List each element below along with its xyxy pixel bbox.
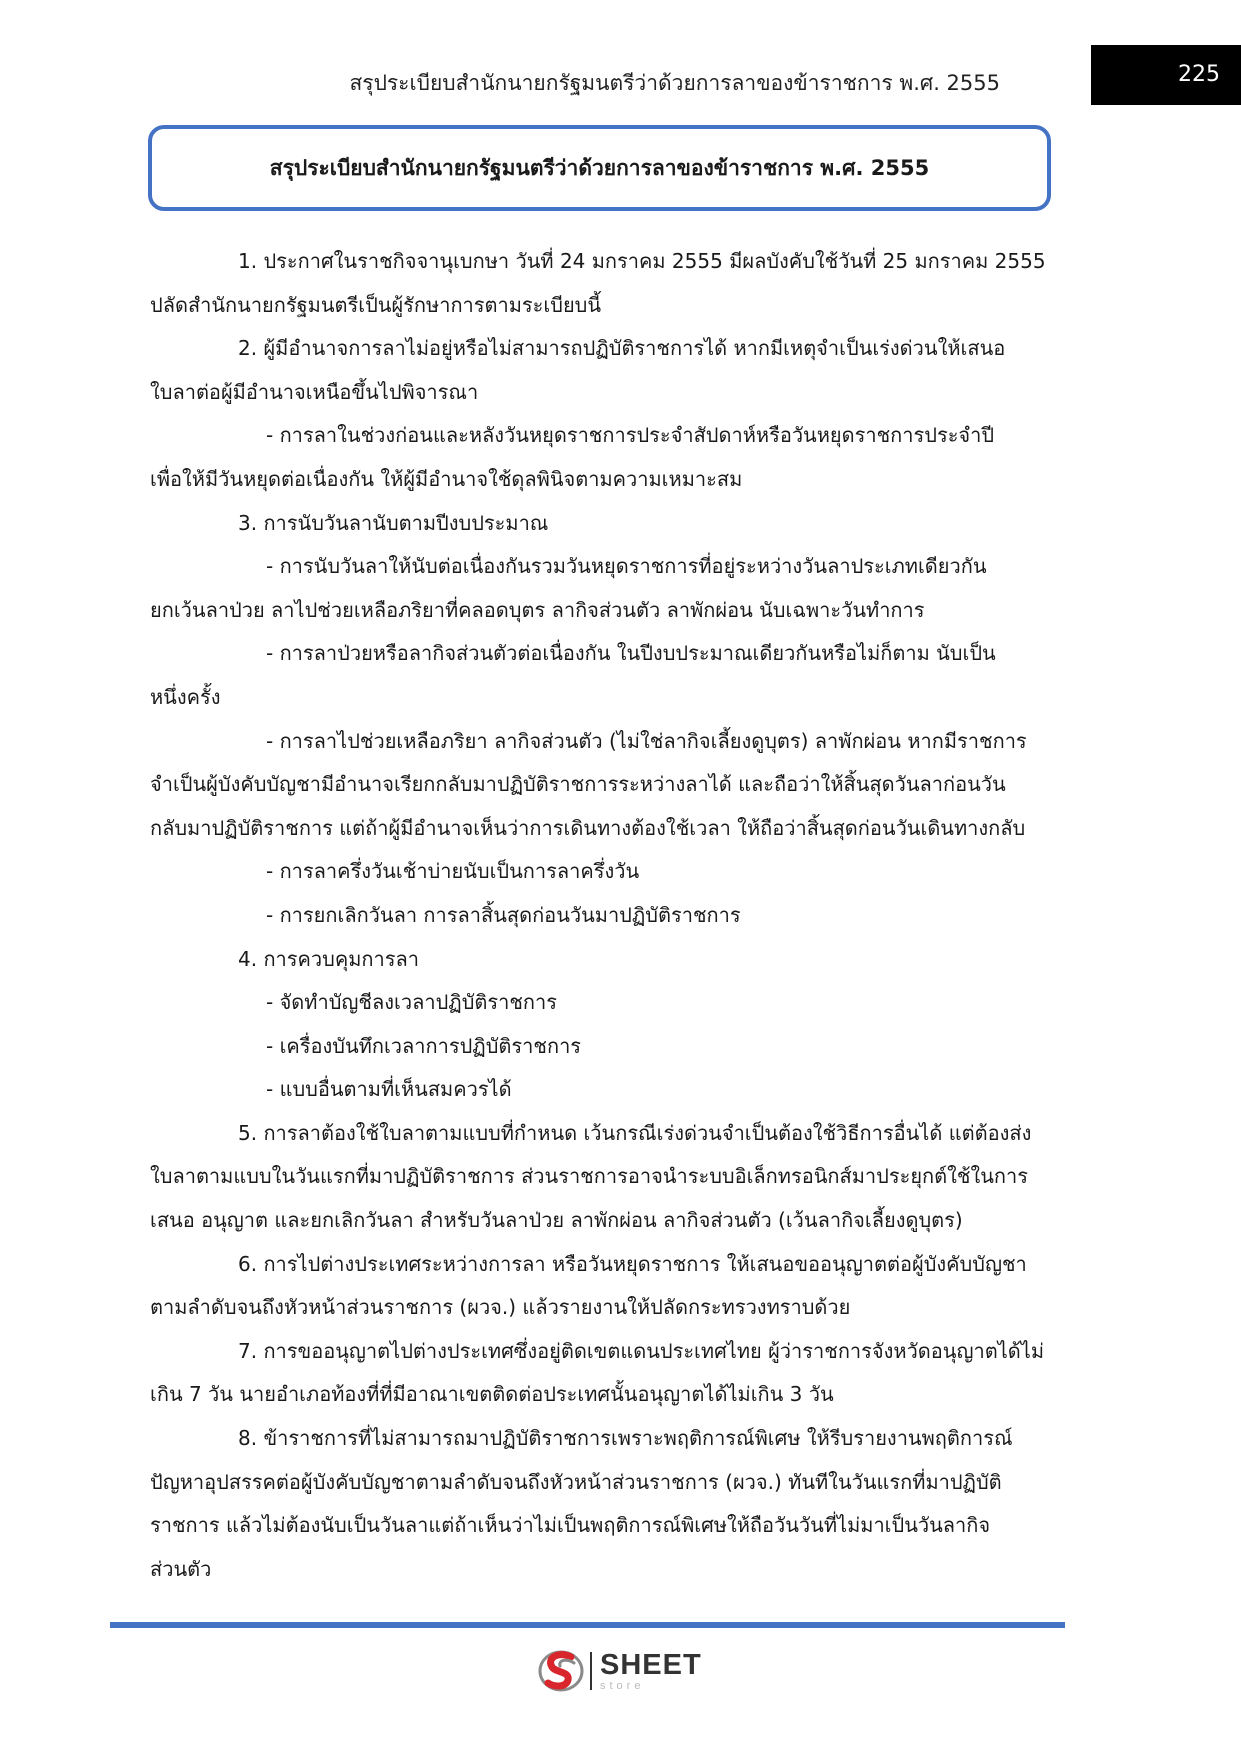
body-line: 7. การขออนุญาตไปต่างประเทศซึ่งอยู่ติดเขตแดนประเทศไทย ผู้ว่าราชการจังหวัดอนุญาตได้ไม่ bbox=[238, 1338, 1045, 1363]
body-line: ใบลาตามแบบในวันแรกที่มาปฏิบัติราชการ ส่วนราชการอาจนำระบบอิเล็กทรอนิกส์มาประยุกต์ใช้ในการ bbox=[150, 1164, 1028, 1189]
body-line: - แบบอื่นตามที่เห็นสมควรได้ bbox=[266, 1077, 512, 1102]
document-title: สรุประเบียบสำนักนายกรัฐมนตรีว่าด้วยการลาของข้าราชการ พ.ศ. 2555 bbox=[269, 155, 930, 180]
logo-sheet-text: SHEET bbox=[600, 1648, 702, 1681]
body-line: 8. ข้าราชการที่ไม่สามารถมาปฏิบัติราชการเพราะพฤติการณ์พิเศษ ให้รีบรายงานพฤติการณ์ bbox=[238, 1426, 1013, 1451]
footer-divider bbox=[110, 1622, 1065, 1628]
body-line: ราชการ แล้วไม่ต้องนับเป็นวันลาแต่ถ้าเห็นว่าไม่เป็นพฤติการณ์พิเศษให้ถือวันวันที่ไม่มาเป็นวันลากิจ bbox=[150, 1513, 991, 1538]
body-line: ยกเว้นลาป่วย ลาไปช่วยเหลือภริยาที่คลอดบุตร ลากิจส่วนตัว ลาพักผ่อน นับเฉพาะวันทำการ bbox=[150, 597, 925, 622]
document-body bbox=[150, 240, 1053, 1591]
footer-logo bbox=[538, 1646, 702, 1696]
body-line: - การนับวันลาให้นับต่อเนื่องกันรวมวันหยุดราชการที่อยู่ระหว่างวันลาประเภทเดียวกัน bbox=[266, 554, 987, 579]
body-line: ปลัดสำนักนายกรัฐมนตรีเป็นผู้รักษาการตามระเบียบนี้ bbox=[150, 292, 602, 317]
body-line: 6. การไปต่างประเทศระหว่างการลา หรือวันหยุดราชการ ให้เสนอขออนุญาตต่อผู้บังคับบัญชา bbox=[238, 1251, 1027, 1276]
body-line: 2. ผู้มีอำนาจการลาไม่อยู่หรือไม่สามารถปฏิบัติราชการได้ หากมีเหตุจำเป็นเร่งด่วนให้เสนอ bbox=[238, 336, 1006, 361]
body-line: - การลาป่วยหรือลากิจส่วนตัวต่อเนื่องกัน ในปีงบประมาณเดียวกันหรือไม่ก็ตาม นับเป็น bbox=[266, 641, 996, 666]
body-line: หนึ่งครั้ง bbox=[150, 684, 221, 709]
body-line: - การลาไปช่วยเหลือภริยา ลากิจส่วนตัว (ไม่ใช่ลากิจเลี้ยงดูบุตร) ลาพักผ่อน หากมีราชการ bbox=[266, 728, 1027, 753]
body-line: 1. ประกาศในราชกิจจานุเบกษา วันที่ 24 มกราคม 2555 มีผลบังคับใช้วันที่ 25 มกราคม 2555 bbox=[238, 249, 1046, 273]
body-line: จำเป็นผู้บังคับบัญชามีอำนาจเรียกกลับมาปฏิบัติราชการระหว่างลาได้ และถือว่าให้สิ้นสุดวันลาก่อนวัน bbox=[150, 772, 1006, 797]
body-line: ส่วนตัว bbox=[150, 1556, 212, 1581]
body-line: - การลาในช่วงก่อนและหลังวันหยุดราชการประจำสัปดาห์หรือวันหยุดราชการประจำปี bbox=[266, 423, 995, 448]
body-line: 3. การนับวันลานับตามปีงบประมาณ bbox=[238, 510, 549, 535]
body-line: 5. การลาต้องใช้ใบลาตามแบบที่กำหนด เว้นกรณีเร่งด่วนจำเป็นต้องใช้วิธีการอื่นได้ แต่ต้องส่ง bbox=[238, 1120, 1032, 1145]
logo-store-text: store bbox=[600, 1679, 645, 1692]
body-line: เพื่อให้มีวันหยุดต่อเนื่องกัน ให้ผู้มีอำนาจใช้ดุลพินิจตามความเหมาะสม bbox=[150, 466, 743, 491]
body-line: กลับมาปฏิบัติราชการ แต่ถ้าผู้มีอำนาจเห็นว่าการเดินทางต้องใช้เวลา ให้ถือว่าสิ้นสุดก่อนวันเดินทางกลับ bbox=[150, 815, 1026, 840]
body-line: 4. การควบคุมการลา bbox=[238, 946, 419, 971]
title-box bbox=[148, 125, 1051, 211]
body-line: ตามลำดับจนถึงหัวหน้าส่วนราชการ (ผวจ.) แล้วรายงานให้ปลัดกระทรวงทราบด้วย bbox=[150, 1295, 851, 1320]
body-line: - จัดทำบัญชีลงเวลาปฏิบัติราชการ bbox=[266, 990, 558, 1015]
body-line: เกิน 7 วัน นายอำเภอท้องที่ที่มีอาณาเขตติดต่อประเทศนั้นอนุญาตได้ไม่เกิน 3 วัน bbox=[150, 1382, 834, 1407]
body-line: ใบลาต่อผู้มีอำนาจเหนือขึ้นไปพิจารณา bbox=[150, 379, 479, 404]
running-title: สรุประเบียบสำนักนายกรัฐมนตรีว่าด้วยการลาของข้าราชการ พ.ศ. 2555 bbox=[349, 71, 1000, 95]
logo-separator bbox=[590, 1652, 592, 1690]
sheet-store-s-logo-icon bbox=[538, 1647, 584, 1695]
body-line: - เครื่องบันทึกเวลาการปฏิบัติราชการ bbox=[266, 1033, 582, 1058]
page-number: 225 bbox=[1091, 45, 1241, 105]
body-line: ปัญหาอุปสรรคต่อผู้บังคับบัญชาตามลำดับจนถึงหัวหน้าส่วนราชการ (ผวจ.) ทันทีในวันแรกที่มาปฏิบัติ bbox=[150, 1469, 1002, 1494]
body-line: - การยกเลิกวันลา การลาสิ้นสุดก่อนวันมาปฏิบัติราชการ bbox=[266, 902, 741, 927]
body-line: - การลาครึ่งวันเช้าบ่ายนับเป็นการลาครึ่งวัน bbox=[266, 859, 640, 884]
body-line: เสนอ อนุญาต และยกเลิกวันลา สำหรับวันลาป่วย ลาพักผ่อน ลากิจส่วนตัว (เว้นลากิจเลี้ยงดูบุตร) bbox=[150, 1208, 963, 1233]
